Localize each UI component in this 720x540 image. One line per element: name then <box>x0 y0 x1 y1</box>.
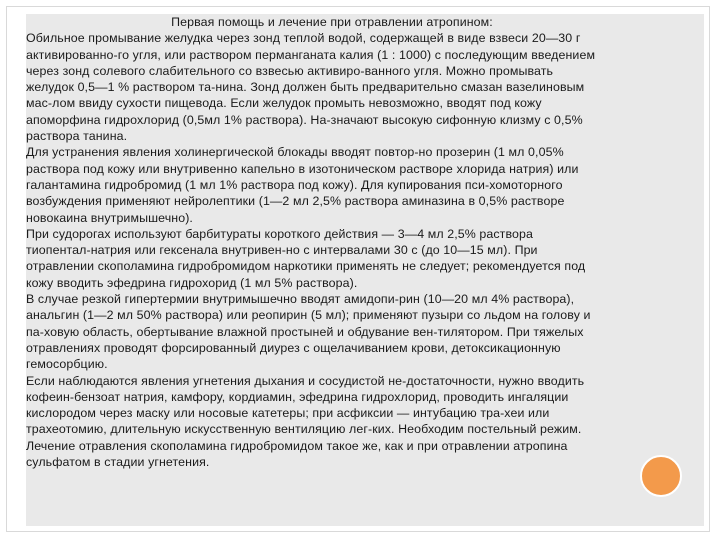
text-line: трахеотомию, длительную искусственную вентиляцию лег-ких. Необходим постельный режим. <box>26 422 582 437</box>
text-line: активированно-го угля, или раствором перманганата калия (1 : 1000) с последующим введением <box>26 47 596 62</box>
text-line: кофеин-бензоат натрия, камфору, кордиамин, эфедрина гидрохлорид, проводить ингаляции <box>26 389 569 404</box>
text-line: возбуждения применяют нейролептики (1—2 мл 2,5% раствора аминазина в 0,5% растворе <box>26 194 565 209</box>
text-line: апоморфина гидрохлорид (0,5мл 1% раствора). На-значают высокую сифонную клизму с 0,5% <box>26 112 583 127</box>
body-text <box>26 14 698 470</box>
text-line: отравлении скополамина гидробромидом наркотики применять не следует; рекомендуется под <box>26 259 586 274</box>
text-line: галантамина гидробромид (1 мл 1% раствора под кожу). Для купирования пси-хомоторного <box>26 177 563 192</box>
text-line: желудок 0,5—1 % раствором та-нина. Зонд должен быть предварительно смазан вазелиновым <box>26 80 585 95</box>
text-line: кислородом через маску или носовые катетеры; при асфиксии — интубацию тра-хеи или <box>26 406 550 421</box>
text-line: При судорогах используют барбитураты короткого действия — 3—4 мл 2,5% раствора <box>26 226 533 241</box>
text-line: Лечение отравления скополамина гидробромидом такое же, как и при отравлении атропина <box>26 438 568 453</box>
text-line: через зонд солевого слабительного со взвесью активиро-ванного угля. Можно промывать <box>26 63 554 78</box>
text-line: новокаина внутримышечно). <box>26 210 193 225</box>
text-line: В случае резкой гипертермии внутримышечно вводят амидопи-рин (10—20 мл 4% раствора), <box>26 292 575 307</box>
content-panel <box>26 14 704 526</box>
text-line: Обильное промывание желудка через зонд теплой водой, содержащей в виде взвеси 20—30 г <box>26 31 581 46</box>
text-line: анальгин (1—2 мл 50% раствора) или реопирин (5 мл); применяют пузыри со льдом на голову и <box>26 308 591 323</box>
text-line: отравлениях проводят форсированный диурез с ощелачиванием крови, детоксикационную <box>26 340 561 355</box>
text-line: тиопентал-натрия или гексенала внутривен-но с интервалами 30 с (до 10—15 мл). При <box>26 243 538 258</box>
text-line: Если наблюдаются явления угнетения дыхания и сосудистой не-достаточности, нужно вводить <box>26 373 585 388</box>
accent-circle-decoration <box>640 455 682 497</box>
text-line: раствора под кожу или внутривенно капельно в изотоническом растворе хлорида натрия) или <box>26 161 579 176</box>
text-line: гемосорбцию. <box>26 357 108 372</box>
text-line: сульфатом в стадии угнетения. <box>26 455 210 470</box>
text-line: Для устранения явления холинергической блокады вводят повтор-но прозерин (1 мл 0,05% <box>26 145 564 160</box>
text-line: па-ховую область, обертывание влажной простыней и обдувание вен-тилятором. При тяжелых <box>26 324 584 339</box>
text-line: мас-лом ввиду сухости пищевода. Если желудок промыть невозможно, вводят под кожу <box>26 96 542 111</box>
text-line: кожу вводить эфедрина гидрохорид (1 мл 5% раствора). <box>26 275 358 290</box>
slide-title: Первая помощь и лечение при отравлении атропином: <box>171 15 493 29</box>
text-line: раствора танина. <box>26 129 128 144</box>
